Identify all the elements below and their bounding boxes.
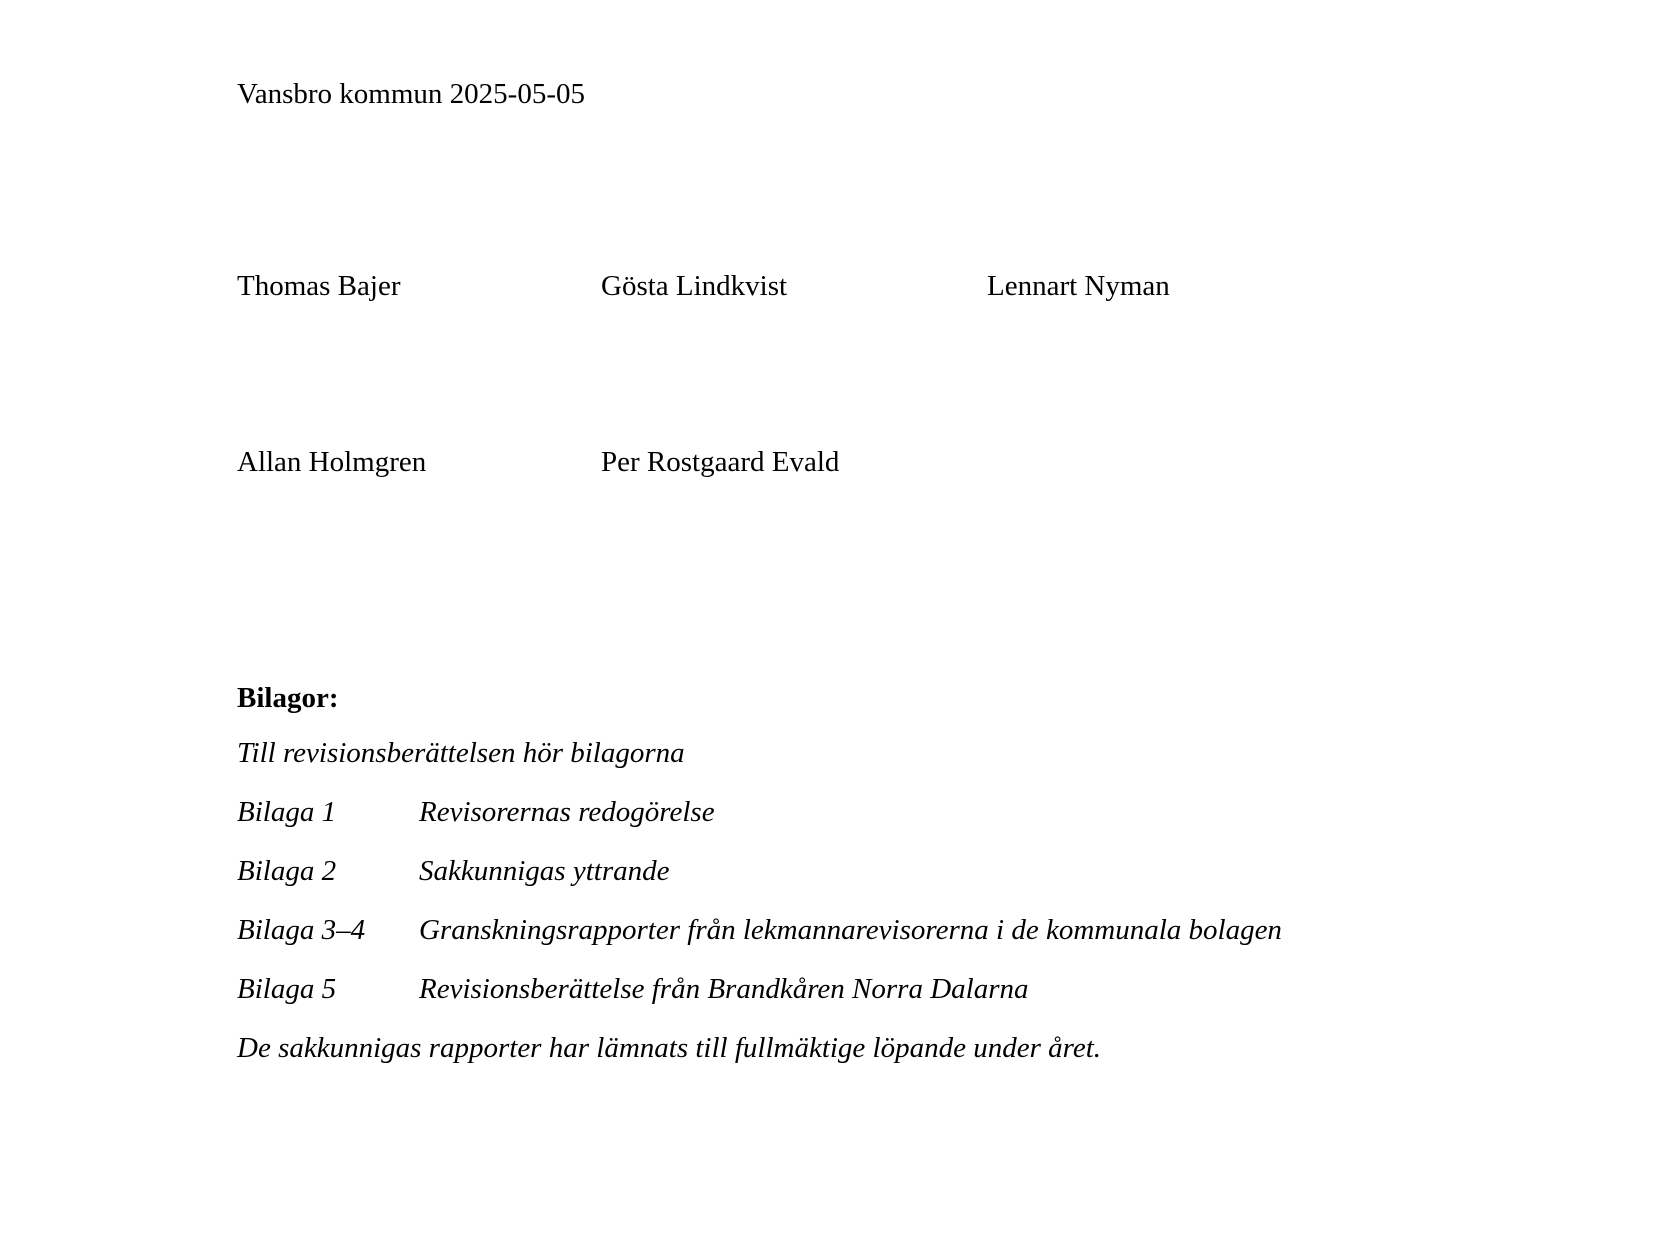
signatory-name: Allan Holmgren <box>237 446 427 478</box>
signatory-name: Gösta Lindkvist <box>601 270 788 302</box>
attachment-item <box>237 912 1282 948</box>
attachment-title: Revisionsberättelse från Brandkåren Norra Dalarna <box>419 973 1029 1005</box>
signatory-name: Lennart Nyman <box>987 270 1170 302</box>
attachment-title: Revisorernas redogörelse <box>419 796 715 828</box>
attachment-title: Granskningsrapporter från lekmannarevisorerna i de kommunala bolagen <box>419 914 1282 946</box>
attachments-intro: Till revisionsberättelsen hör bilagorna <box>237 737 685 769</box>
attachment-number: Bilaga 2 <box>237 855 337 887</box>
attachments-note: De sakkunnigas rapporter har lämnats till fullmäktige löpande under året. <box>237 1032 1102 1064</box>
attachment-number: Bilaga 3–4 <box>237 914 366 946</box>
attachments-heading: Bilagor: <box>237 682 339 714</box>
attachment-item <box>237 971 1029 1007</box>
attachment-number: Bilaga 1 <box>237 796 337 828</box>
signatory-name: Per Rostgaard Evald <box>601 446 840 478</box>
attachment-title: Sakkunnigas yttrande <box>419 855 670 887</box>
signatory-name: Thomas Bajer <box>237 270 401 302</box>
attachment-item <box>237 794 715 830</box>
attachment-number: Bilaga 5 <box>237 973 337 1005</box>
place-and-date: Vansbro kommun 2025-05-05 <box>237 78 585 110</box>
attachment-item <box>237 853 669 889</box>
